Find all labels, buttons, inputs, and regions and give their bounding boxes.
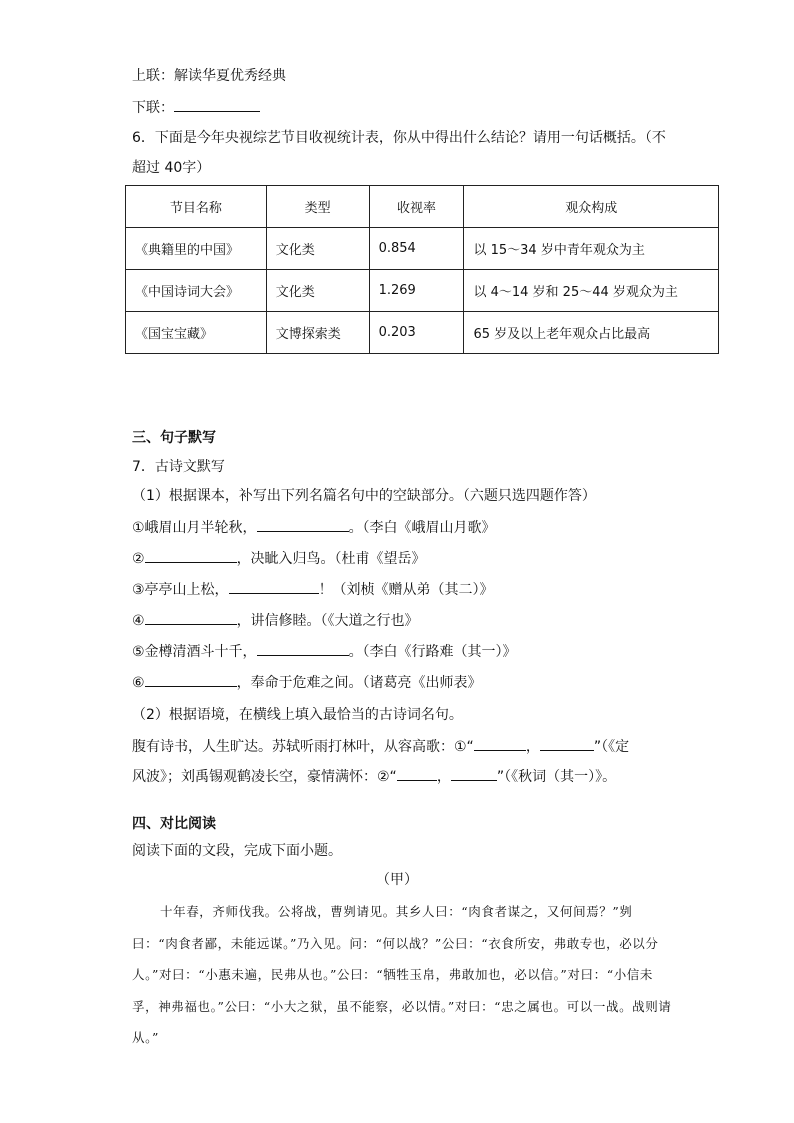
table-cell: 0.854 bbox=[369, 228, 464, 270]
recitation-item bbox=[132, 517, 496, 538]
recitation-blank[interactable] bbox=[257, 641, 349, 656]
recitation-blank[interactable] bbox=[145, 548, 237, 563]
table-header-cell: 观众构成 bbox=[464, 186, 719, 228]
lower-couplet-label: 下联： bbox=[132, 100, 174, 116]
recitation-item bbox=[132, 672, 482, 693]
table-header-cell: 类型 bbox=[266, 186, 369, 228]
recitation-item-suffix: 。（李白《行路难（其一）》 bbox=[348, 644, 517, 660]
context-text: ”（《定 bbox=[593, 739, 630, 755]
recitation-item-prefix: ② bbox=[132, 551, 145, 567]
recitation-item bbox=[132, 610, 419, 631]
context-blank[interactable] bbox=[474, 736, 526, 751]
table-cell: 《典籍里的中国》 bbox=[126, 228, 267, 270]
recitation-item bbox=[132, 579, 494, 600]
table-header-cell: 收视率 bbox=[369, 186, 464, 228]
question-7-title: 7．古诗文默写 bbox=[132, 459, 225, 475]
upper-couplet-text: 解读华夏优秀经典 bbox=[174, 68, 286, 84]
table-cell: 以 4～14 岁和 25～44 岁观众为主 bbox=[464, 270, 719, 312]
table-cell: 文化类 bbox=[266, 270, 369, 312]
recitation-blank[interactable] bbox=[145, 672, 237, 687]
context-text: 风波》；刘禹锡观鹤凌长空，豪情满怀：②“ bbox=[132, 769, 397, 785]
recitation-item bbox=[132, 641, 517, 662]
recitation-item-suffix: ，奉命于危难之间。（诸葛亮《出师表》 bbox=[236, 675, 482, 691]
context-blank[interactable] bbox=[397, 766, 437, 781]
recitation-item-suffix: ，讲信修睦。（《大道之行也》 bbox=[236, 613, 419, 629]
passage-text: 十年春，齐师伐我。公将战，曹刿请见。其乡人曰：“肉食者谋之，又何间焉？”刿曰：“肉食者鄙，未能远谋。”乃入见。问：“何以战？”公曰：“衣食所安，弗敢专也，必以分人。”对曰：“小惠未遍，民弗从也。”公曰：“牺牲玉帛，弗敢加也，必以信。”对曰：“小信未孚，神弗福也。”公曰：“小大之狱，虽不能察，必以情。”对曰：“忠之属也。可以一战。战则请从。” bbox=[132, 904, 672, 1045]
recitation-item-suffix: ，决眦入归鸟。（杜甫《望岳》 bbox=[236, 551, 426, 567]
context-blank[interactable] bbox=[540, 736, 594, 751]
recitation-blank[interactable] bbox=[229, 579, 319, 594]
recitation-item-prefix: ⑥ bbox=[132, 675, 145, 691]
table-row bbox=[126, 312, 719, 354]
section-4-title: 四、对比阅读 bbox=[132, 816, 216, 832]
upper-couplet bbox=[132, 66, 286, 86]
recitation-item-suffix: 。（李白《峨眉山月歌》 bbox=[348, 520, 496, 536]
context-line-1 bbox=[132, 736, 629, 757]
context-text: ”（《秋词（其一）》。 bbox=[496, 769, 617, 785]
table-row bbox=[126, 270, 719, 312]
table-header-cell: 节目名称 bbox=[126, 186, 267, 228]
recitation-item-prefix: ③亭亭山上松， bbox=[132, 582, 229, 598]
recitation-item bbox=[132, 548, 426, 569]
passage-title: （甲） bbox=[376, 872, 418, 888]
recitation-blank[interactable] bbox=[145, 610, 237, 625]
upper-couplet-label: 上联： bbox=[132, 68, 174, 84]
question-6-line2: 超过 40字） bbox=[132, 160, 211, 176]
recitation-blank[interactable] bbox=[257, 517, 349, 532]
ratings-table bbox=[125, 185, 719, 354]
table-header-row bbox=[126, 186, 719, 228]
recitation-item-suffix: ！（刘桢《赠从弟（其二）》 bbox=[318, 582, 494, 598]
table-cell: 《国宝宝藏》 bbox=[126, 312, 267, 354]
table-cell: 1.269 bbox=[369, 270, 464, 312]
table-cell: 以 15～34 岁中青年观众为主 bbox=[464, 228, 719, 270]
lower-couplet bbox=[132, 97, 260, 118]
context-text: 腹有诗书，人生旷达。苏轼听雨打林叶，从容高歌：①“ bbox=[132, 739, 474, 755]
context-text: ， bbox=[436, 769, 451, 785]
recitation-item-prefix: ④ bbox=[132, 613, 145, 629]
question-7-sub1: （1）根据课本，补写出下列名篇名句中的空缺部分。（六题只选四题作答） bbox=[132, 488, 596, 504]
table-cell: 《中国诗词大会》 bbox=[126, 270, 267, 312]
table-cell: 文博探索类 bbox=[266, 312, 369, 354]
table-cell: 文化类 bbox=[266, 228, 369, 270]
context-line-2 bbox=[132, 766, 616, 787]
lower-couplet-blank[interactable] bbox=[174, 97, 260, 112]
section-3-title: 三、句子默写 bbox=[132, 430, 216, 446]
table-row bbox=[126, 228, 719, 270]
question-6-line1: 6．下面是今年央视综艺节目收视统计表，你从中得出什么结论？请用一句话概括。（不 bbox=[132, 130, 666, 146]
recitation-item-prefix: ①峨眉山月半轮秋， bbox=[132, 520, 257, 536]
reading-intro: 阅读下面的文段，完成下面小题。 bbox=[132, 843, 342, 859]
context-text: ， bbox=[525, 739, 540, 755]
recitation-item-prefix: ⑤金樽清酒斗十千， bbox=[132, 644, 257, 660]
question-7-sub2: （2）根据语境，在横线上填入最恰当的古诗词名句。 bbox=[132, 707, 463, 723]
table-cell: 0.203 bbox=[369, 312, 464, 354]
context-blank[interactable] bbox=[451, 766, 497, 781]
table-cell: 65 岁及以上老年观众占比最高 bbox=[464, 312, 719, 354]
